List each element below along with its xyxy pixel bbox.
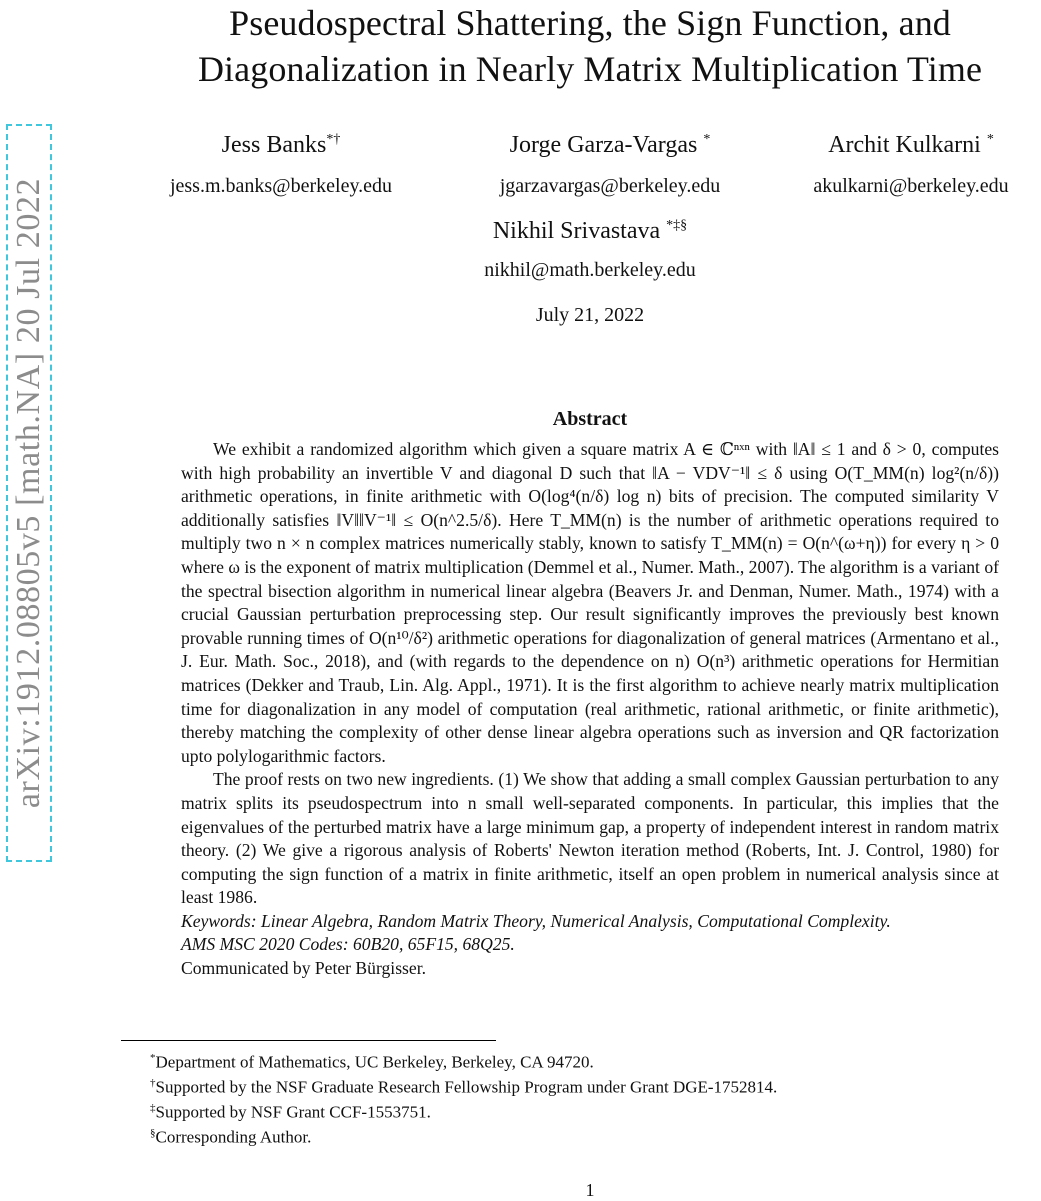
footnote-text: Corresponding Author. (155, 1127, 312, 1147)
abstract-paragraph-2: The proof rests on two new ingredients. (1) We show that adding a small complex Gaussian perturbation to any matrix splits its pseudospectrum into n small well-separated components. In particular, this implies that the eigenvalues of the perturbed matrix have a large minimum gap, a property of independent interest in random matrix theory. (2) We give a rigorous analysis of Roberts' Newton iteration method (Roberts, Int. J. Control, 1980) for computing the sign function of a matrix in finite arithmetic, itself an open problem in numerical analysis since at least 1986. (181, 769, 999, 908)
author-name: Nikhil Srivastava (492, 218, 661, 244)
title-line-1: Pseudospectral Shattering, the Sign Function, and (229, 3, 951, 43)
footnote-text: Supported by NSF Grant CCF-1553751. (155, 1102, 431, 1122)
footnote-mark: § (150, 1127, 156, 1139)
ams-codes: AMS MSC 2020 Codes: 60B20, 65F15, 68Q25. (181, 934, 515, 955)
author-email[interactable]: akulkarni@berkeley.edu (813, 175, 1009, 197)
abstract-body (181, 438, 999, 981)
page-number: 1 (585, 1180, 595, 1200)
footnote-rule (121, 1040, 496, 1041)
author-name: Archit Kulkarni (828, 132, 981, 158)
footnote-mark: * (150, 1052, 156, 1064)
author-block-4 (440, 212, 740, 283)
footnote-text: Department of Mathematics, UC Berkeley, Berkeley, CA 94720. (155, 1052, 594, 1072)
author-email[interactable]: nikhil@math.berkeley.edu (484, 259, 696, 281)
paper-date: July 21, 2022 (535, 304, 645, 326)
author-email[interactable]: jgarzavargas@berkeley.edu (499, 175, 721, 197)
author-block-2 (460, 126, 760, 199)
author-marks: * (986, 132, 994, 147)
author-marks: *‡§ (666, 218, 688, 233)
footnote-text: Supported by the NSF Graduate Research Fellowship Program under Grant DGE-1752814. (155, 1077, 778, 1097)
paper-title (120, 0, 1041, 92)
author-block-1 (140, 126, 422, 199)
author-name: Jess Banks (221, 132, 327, 158)
title-line-2: Diagonalization in Nearly Matrix Multiplication Time (197, 49, 983, 89)
communicated-by: Communicated by Peter Bürgisser. (181, 958, 426, 979)
footnote (150, 1121, 311, 1150)
keywords: Keywords: Linear Algebra, Random Matrix Theory, Numerical Analysis, Computational Complexity. (181, 910, 891, 931)
author-email[interactable]: jess.m.banks@berkeley.edu (169, 175, 393, 197)
abstract-paragraph-1: We exhibit a randomized algorithm which given a square matrix A ∈ ℂⁿˣⁿ with ‖A‖ ≤ 1 and δ > 0, computes with high probability an invertible V and diagonal D such that ‖A − VDV⁻¹‖ ≤ δ using O(T_MM(n) log²(n/δ)) arithmetic operations, in finite arithmetic with O(log⁴(n/δ) log n) bits of precision. The computed similarity V additionally satisfies ‖V‖‖V⁻¹‖ ≤ O(n^2.5/δ). Here T_MM(n) is the number of arithmetic operations required to multiply two n × n complex matrices numerically stably, known to satisfy T_MM(n) = O(n^(ω+η)) for every η > 0 where ω is the exponent of matrix multiplication (Demmel et al., Numer. Math., 2007). The algorithm is a variant of the spectral bisection algorithm in numerical linear algebra (Beavers Jr. and Denman, Numer. Math., 1974) with a crucial Gaussian perturbation preprocessing step. Our result significantly improves the previously best known provable running times of O(n¹⁰/δ²) arithmetic operations for diagonalization of general matrices (Armentano et al., J. Eur. Math. Soc., 2018), and (with regards to the dependence on n) O(n³) arithmetic operations for Hermitian matrices (Dekker and Traub, Lin. Alg. Appl., 1971). It is the first algorithm to achieve nearly matrix multiplication time for diagonalization in any model of computation (real arithmetic, rational arithmetic, or finite arithmetic), thereby matching the complexity of other dense linear algebra operations such as inversion and QR factorization upto polylogarithmic factors. (181, 439, 999, 766)
author-block-3 (786, 126, 1036, 199)
arxiv-stamp-text: arXiv:1912.08805v5 [math.NA] 20 Jul 2022 (10, 177, 47, 809)
author-name: Jorge Garza-Vargas (509, 132, 698, 158)
footnote-mark: † (150, 1077, 156, 1089)
footnote-mark: ‡ (150, 1102, 156, 1114)
arxiv-stamp (6, 124, 52, 862)
author-marks: * (703, 132, 711, 147)
abstract-heading: Abstract (552, 408, 628, 430)
author-marks: *† (326, 132, 341, 147)
